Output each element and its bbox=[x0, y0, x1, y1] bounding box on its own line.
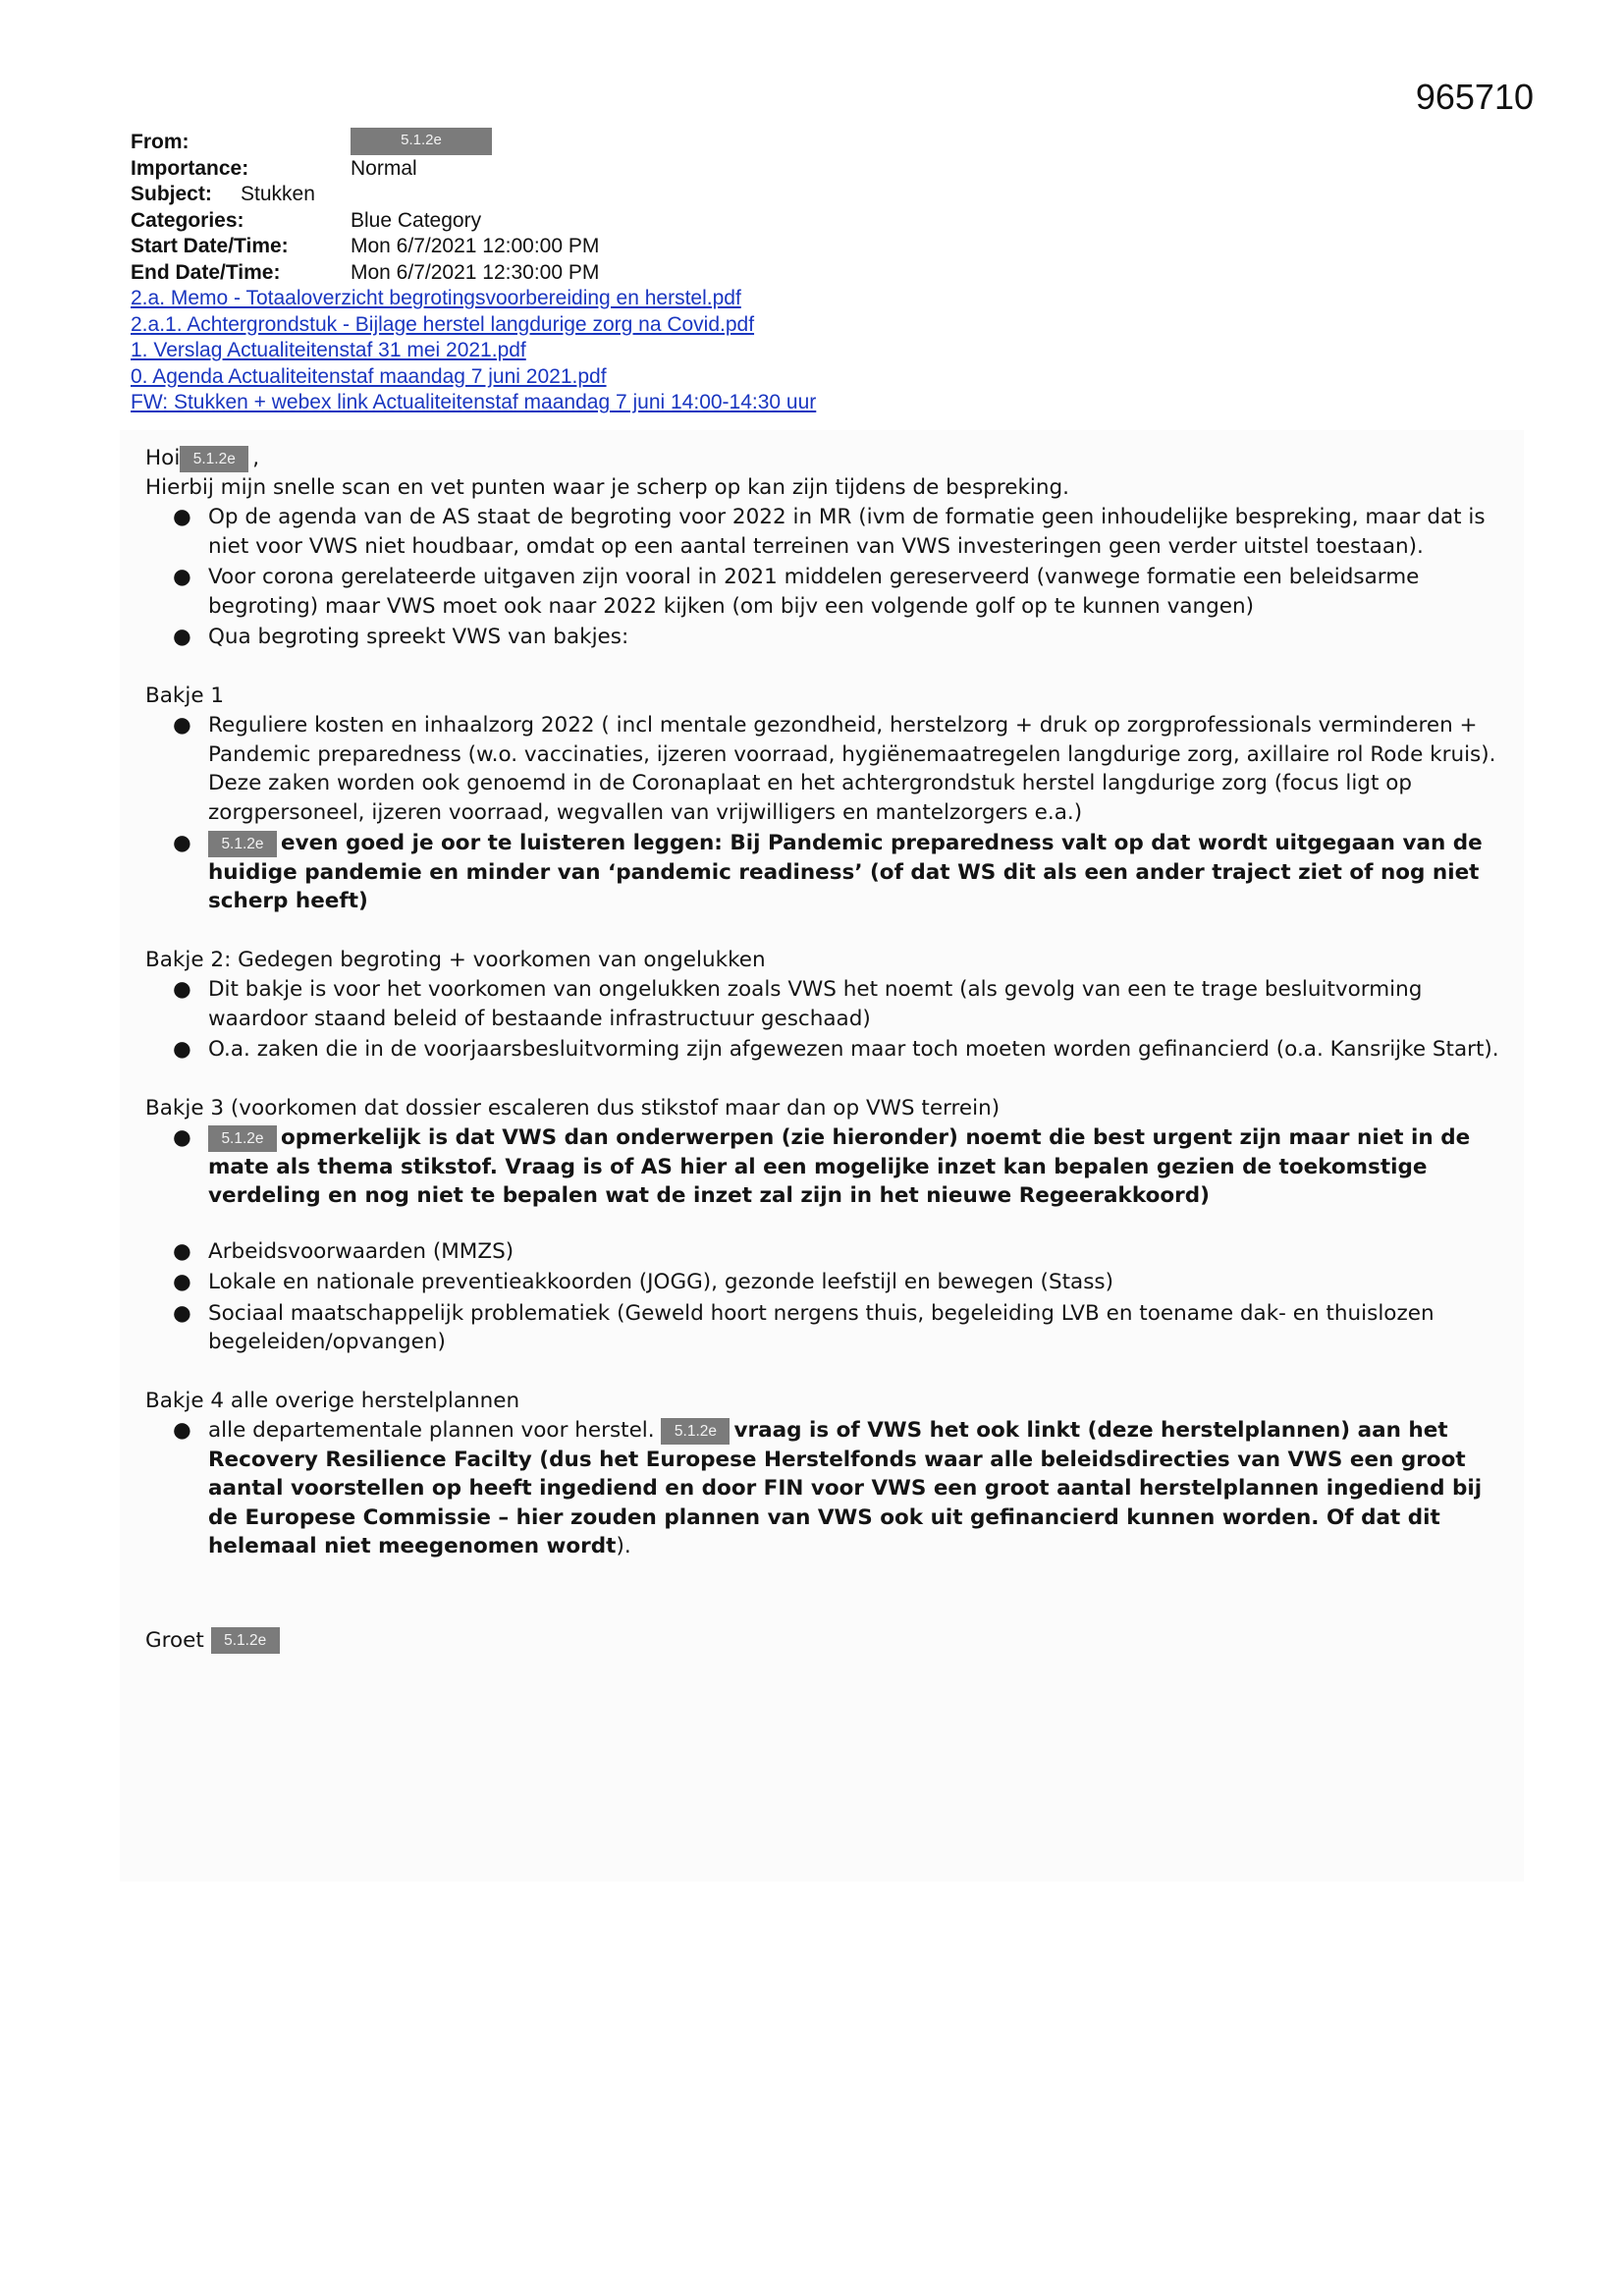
bakje-4-title: Bakje 4 alle overige herstelplannen bbox=[145, 1388, 520, 1413]
bakje-4-section bbox=[145, 1387, 1500, 1561]
bullet-icon: ● bbox=[173, 1270, 191, 1294]
closing-text: Groet bbox=[145, 1627, 204, 1653]
importance-row bbox=[131, 156, 816, 183]
list-item-text-bold: opmerkelijk is dat VWS dan onderwerpen (zie hieronder) noemt die best urgent zijn maar niet in de mate als thema stikstof. Vraag is of AS hier al een mogelijke inzet kan bepalen gezien de toekomstige verdeling en nog niet te bepalen wat de inzet zal zijn in het nieuwe Regeerakkoord) bbox=[208, 1125, 1471, 1208]
bullet-icon: ● bbox=[173, 831, 191, 855]
attachment-link[interactable]: 1. Verslag Actualiteitenstaf 31 mei 2021.pdf bbox=[131, 339, 526, 361]
bakje-3-title: Bakje 3 (voorkomen dat dossier escaleren dus stikstof maar dan op VWS terrein) bbox=[145, 1095, 1001, 1121]
list-item-text-end: ). bbox=[616, 1534, 631, 1558]
bullet-icon: ● bbox=[173, 1037, 191, 1062]
intro-bullet-list bbox=[145, 503, 1500, 652]
list-item-text-bold: vraag is of VWS het ook linkt (deze herstelplannen) aan het Recovery Resilience Facilty (dus het Europese Herstelfonds waar alle beleidsdirecties van VWS een groot aantal voorstellen op heeft ingediend en door FIN voor VWS een groot aantal herstelplannen ingediend bij de Europese Commissie – hier zouden plannen van VWS ook uit gefinancierd kunnen worden. Of dat dit helemaal niet meegenomen wordt bbox=[208, 1418, 1483, 1558]
redaction-box: 5.1.2e bbox=[351, 128, 492, 155]
bakje-2-title: Bakje 2: Gedegen begroting + voorkomen van ongelukken bbox=[145, 947, 766, 972]
bakje-3-sub-list bbox=[145, 1237, 1500, 1357]
list-item-text: O.a. zaken die in de voorjaarsbesluitvorming zijn afgewezen maar toch moeten worden gefinancierd (o.a. Kansrijke Start). bbox=[208, 1037, 1499, 1062]
list-item-text: Reguliere kosten en inhaalzorg 2022 ( incl mentale gezondheid, herstelzorg + druk op zorgprofessionals verminderen + Pandemic preparedness (w.o. vaccinaties, ijzeren voorraad, hygiënemaatregelen langdurige zorg, axillaire rol Rode kruis). Deze zaken worden ook genoemd in de Coronaplaat en het achtergrondstuk herstel langdurige zorg (focus ligt op zorgpersoneel, ijzeren voorraad, wegvallen van vrijwilligers en mantelzorgers e.a.) bbox=[208, 713, 1496, 825]
attachment-list bbox=[131, 286, 816, 416]
list-item bbox=[173, 1237, 1500, 1267]
bullet-icon: ● bbox=[173, 1418, 191, 1443]
bakje-4-list bbox=[145, 1416, 1500, 1561]
email-header bbox=[131, 130, 816, 416]
bakje-1-section bbox=[145, 682, 1500, 916]
bullet-icon: ● bbox=[173, 713, 191, 738]
document-number: 965710 bbox=[1415, 77, 1534, 117]
subject-row bbox=[131, 182, 816, 208]
redaction-box: 5.1.2e bbox=[661, 1418, 730, 1445]
list-item-text: alle departementale plannen voor herstel. bbox=[208, 1418, 655, 1443]
intro-text: Hierbij mijn snelle scan en vet punten waar je scherp op kan zijn tijdens de bespreking. bbox=[145, 474, 1069, 500]
bakje-1-list bbox=[145, 711, 1500, 916]
from-value bbox=[351, 130, 492, 156]
end-label: End Date/Time: bbox=[131, 260, 281, 284]
attachment-link[interactable]: 2.a.1. Achtergrondstuk - Bijlage herstel langdurige zorg na Covid.pdf bbox=[131, 312, 755, 336]
categories-row bbox=[131, 208, 816, 235]
redaction-box: 5.1.2e bbox=[208, 831, 277, 857]
redaction-box: 5.1.2e bbox=[211, 1627, 280, 1654]
redaction-box: 5.1.2e bbox=[180, 446, 248, 472]
categories-label: Categories: bbox=[131, 208, 244, 232]
bakje-2-list bbox=[145, 975, 1500, 1065]
bullet-icon: ● bbox=[173, 1300, 191, 1326]
list-item bbox=[173, 975, 1500, 1033]
list-item bbox=[173, 1123, 1500, 1211]
spacer bbox=[145, 1213, 1500, 1236]
start-label: Start Date/Time: bbox=[131, 235, 289, 257]
start-row bbox=[131, 234, 816, 260]
attachment-link[interactable]: FW: Stukken + webex link Actualiteitenstaf maandag 7 juni 14:00-14:30 uur bbox=[131, 391, 817, 413]
list-item bbox=[173, 503, 1500, 561]
bullet-icon: ● bbox=[173, 505, 191, 529]
list-item-text: Arbeidsvoorwaarden (MMZS) bbox=[208, 1238, 514, 1264]
importance-label: Importance: bbox=[131, 156, 249, 180]
categories-value: Blue Category bbox=[351, 208, 482, 232]
list-item-text: Dit bakje is voor het voorkomen van ongelukken zoals VWS het noemt (als gevolg van een te trage besluitvorming waardoor staand beleid of bestaande infrastructuur geschaad) bbox=[208, 977, 1423, 1031]
greeting-end: , bbox=[252, 446, 260, 470]
bullet-icon: ● bbox=[173, 625, 191, 649]
list-item bbox=[173, 623, 1500, 652]
greeting-text: Hoi bbox=[145, 446, 181, 470]
subject-value: Stukken bbox=[241, 183, 315, 205]
redaction-box: 5.1.2e bbox=[208, 1125, 277, 1152]
list-item-text: Voor corona gerelateerde uitgaven zijn vooral in 2021 middelen gereserveerd (vanwege formatie een beleidsarme begroting) maar VWS moet ook naar 2022 kijken (om bijv een volgende golf op te kunnen vangen) bbox=[208, 565, 1420, 619]
from-row bbox=[131, 130, 816, 156]
list-item-text: Lokale en nationale preventieakkoorden (JOGG), gezonde leefstijl en bewegen (Stass) bbox=[208, 1270, 1113, 1294]
from-label: From: bbox=[131, 131, 189, 153]
list-item-text: Qua begroting spreekt VWS van bakjes: bbox=[208, 625, 629, 649]
bakje-3-list bbox=[145, 1123, 1500, 1211]
list-item bbox=[173, 1299, 1500, 1357]
attachment-link[interactable]: 2.a. Memo - Totaaloverzicht begrotingsvoorbereiding en herstel.pdf bbox=[131, 287, 741, 309]
spacer bbox=[145, 1563, 1500, 1626]
list-item-text: Sociaal maatschappelijk problematiek (Geweld hoort nergens thuis, begeleiding LVB en toename dak- en thuislozen begeleiden/opvangen) bbox=[208, 1300, 1435, 1354]
list-item bbox=[173, 1035, 1500, 1065]
bullet-icon: ● bbox=[173, 1125, 191, 1150]
closing bbox=[145, 1626, 1500, 1656]
bullet-icon: ● bbox=[173, 977, 191, 1002]
list-item bbox=[173, 563, 1500, 621]
greeting bbox=[145, 444, 1500, 473]
list-item-text: Op de agenda van de AS staat de begroting voor 2022 in MR (ivm de formatie geen inhoudelijke bespreking, maar dat is niet voor VWS niet houdbaar, omdat op een aantal terreinen van VWS investeringen geen verder uitstel toestaan). bbox=[208, 505, 1486, 559]
subject-label: Subject: bbox=[131, 183, 212, 205]
end-row bbox=[131, 260, 816, 287]
bullet-icon: ● bbox=[173, 565, 191, 589]
message-body bbox=[145, 444, 1500, 1655]
end-value: Mon 6/7/2021 12:30:00 PM bbox=[351, 260, 600, 284]
list-item bbox=[173, 711, 1500, 827]
list-item-text-bold: even goed je oor te luisteren leggen: Bij Pandemic preparedness valt op dat wordt uitgegaan van de huidige pandemie en minder van ‘pandemic readiness’ (of dat WS dit als een ander traject ziet of nog niet scherp heeft) bbox=[208, 831, 1483, 913]
attachment-link[interactable]: 0. Agenda Actualiteitenstaf maandag 7 juni 2021.pdf bbox=[131, 364, 607, 388]
bakje-3-section bbox=[145, 1094, 1500, 1357]
list-item bbox=[173, 829, 1500, 916]
bullet-icon: ● bbox=[173, 1238, 191, 1264]
start-value: Mon 6/7/2021 12:00:00 PM bbox=[351, 235, 600, 257]
importance-value: Normal bbox=[351, 156, 417, 180]
list-item bbox=[173, 1268, 1500, 1297]
bakje-2-section bbox=[145, 946, 1500, 1065]
bakje-1-title: Bakje 1 bbox=[145, 683, 225, 708]
list-item bbox=[173, 1416, 1500, 1561]
